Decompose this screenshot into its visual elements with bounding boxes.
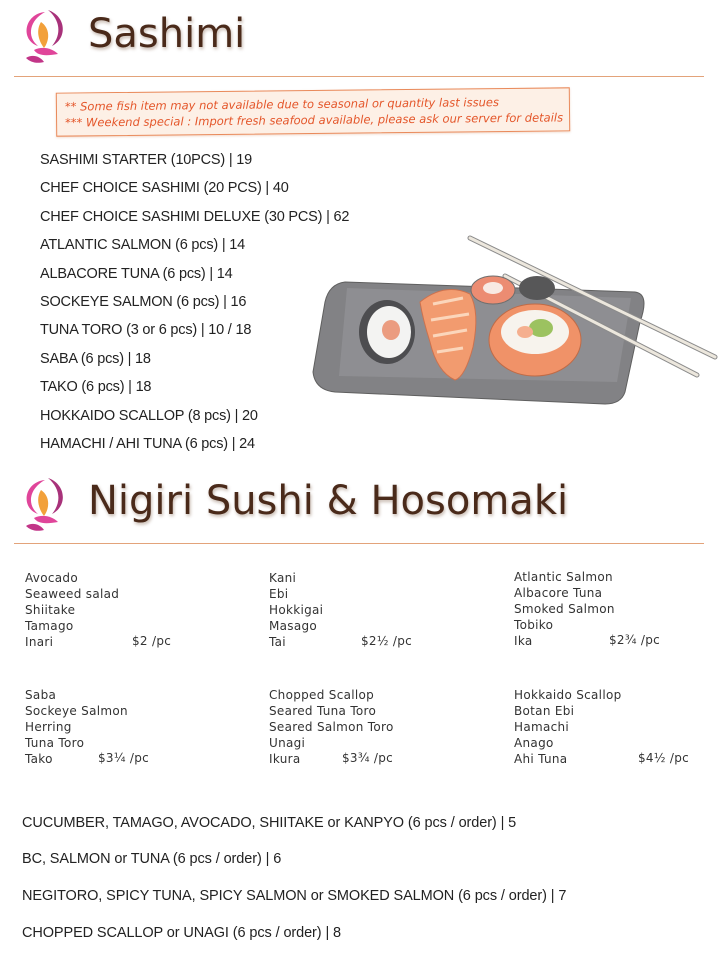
menu-item: CHEF CHOICE SASHIMI (20 PCS) | 40 [40,180,289,197]
sashimi-menu [40,146,349,458]
nigiri-item: Tamago [25,619,74,633]
nigiri-item: Albacore Tuna [514,586,603,600]
nigiri-item: Hokkaido Scallop [514,688,622,702]
menu-item: CHEF CHOICE SASHIMI DELUXE (30 PCS) | 62 [40,208,350,225]
nigiri-item: Ika [514,634,533,648]
lotus-logo-icon [16,474,74,540]
nigiri-item: Sockeye Salmon [25,704,128,718]
nigiri-item: Inari [25,635,54,649]
nigiri-group [25,570,119,650]
menu-item: SABA (6 pcs) | 18 [40,350,151,367]
menu-item: SASHIMI STARTER (10PCS) | 19 [40,152,252,168]
menu-item: HAMACHI / AHI TUNA (6 pcs) | 24 [40,435,255,452]
nigiri-item: Tai [269,635,286,649]
menu-item: TUNA TORO (3 or 6 pcs) | 10 / 18 [40,322,252,339]
roll-item: NEGITORO, SPICY TUNA, SPICY SALMON or SMOKED SALMON (6 pcs / order) | 7 [22,888,567,904]
notice-line: *** Weekend special : Import fresh seafood available, please ask our server for details [65,110,564,130]
notice-box [56,87,570,136]
nigiri-title: Nigiri Sushi & Hosomaki [88,478,569,524]
nigiri-price: $2¾ /pc [609,633,661,647]
menu-item: HOKKAIDO SCALLOP (8 pcs) | 20 [40,407,258,424]
sashimi-title: Sashimi [88,11,246,57]
menu-item: SOCKEYE SALMON (6 pcs) | 16 [40,293,247,310]
nigiri-item: Ahi Tuna [514,752,568,766]
nigiri-item: Tako [25,752,53,766]
nigiri-item: Tuna Toro [25,736,85,750]
nigiri-item: Hokkigai [269,603,324,617]
menu-item: TAKO (6 pcs) | 18 [40,379,152,396]
nigiri-item: Botan Ebi [514,704,575,718]
nigiri-item: Shiitake [25,603,76,617]
nigiri-group [514,687,622,767]
nigiri-item: Masago [269,619,318,633]
nigiri-price: $3¼ /pc [98,751,150,765]
roll-item: CHOPPED SCALLOP or UNAGI (6 pcs / order) | 8 [22,925,342,941]
nigiri-item: Saba [25,688,57,702]
nigiri-price: $2 /pc [132,634,172,648]
roll-item: CUCUMBER, TAMAGO, AVOCADO, SHIITAKE or KANPYO (6 pcs / order) | 5 [22,815,517,831]
nigiri-item: Chopped Scallop [269,688,375,702]
nigiri-item: Avocado [25,571,78,585]
nigiri-group [269,570,323,650]
nigiri-item: Unagi [269,736,306,750]
nigiri-item: Ebi [269,587,289,601]
nigiri-item: Seaweed salad [25,587,120,601]
nigiri-group [514,569,615,649]
nigiri-item: Atlantic Salmon [514,570,613,584]
menu-item: ATLANTIC SALMON (6 pcs) | 14 [40,237,245,254]
nigiri-item: Kani [269,571,297,585]
menu-item: ALBACORE TUNA (6 pcs) | 14 [40,265,233,282]
sushi-plate-illustration [305,232,720,412]
nigiri-item: Smoked Salmon [514,602,615,616]
notice-line: ** Some fish item may not available due to seasonal or quantity last issues [64,95,499,114]
nigiri-price: $3¾ /pc [342,751,394,765]
nigiri-item: Anago [514,736,554,750]
nigiri-price: $2½ /pc [361,634,413,648]
nigiri-item: Seared Salmon Toro [269,720,394,734]
nigiri-item: Tobiko [514,618,554,632]
nigiri-item: Seared Tuna Toro [269,704,377,718]
nigiri-price: $4½ /pc [638,751,690,765]
section-divider [14,543,704,544]
nigiri-item: Ikura [269,752,301,766]
lotus-logo-icon [16,6,74,72]
nigiri-item: Hamachi [514,720,570,734]
roll-item: BC, SALMON or TUNA (6 pcs / order) | 6 [22,851,282,867]
nigiri-item: Herring [25,720,72,734]
section-divider [14,76,704,77]
